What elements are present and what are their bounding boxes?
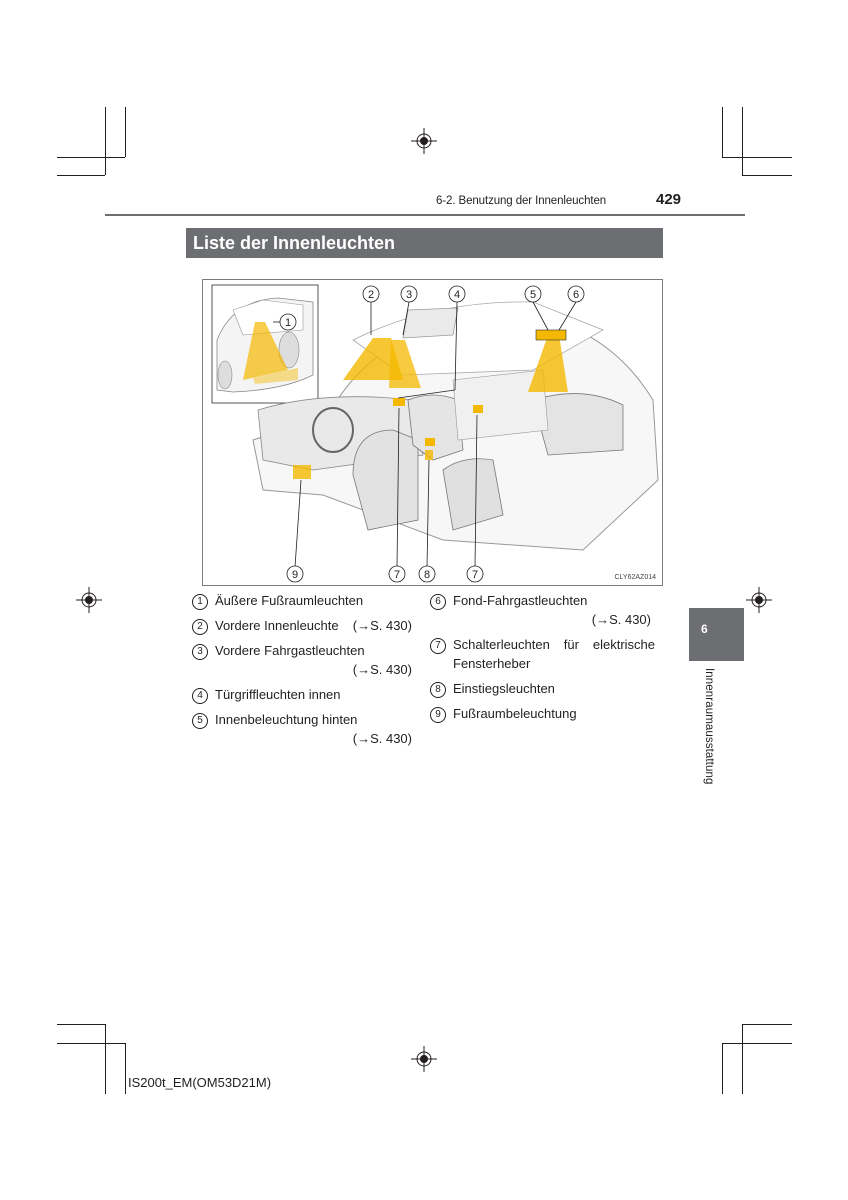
registration-mark-icon [76,587,102,613]
step-lamp [425,450,433,460]
crop-mark [125,107,126,157]
legend-number: 9 [430,707,446,723]
legend-label: Äußere Fußraumleuchten [215,593,364,608]
legend-number: 5 [192,713,208,729]
crop-mark [742,107,743,175]
crop-mark [125,1043,126,1094]
legend-label: Fensterheber [453,656,531,671]
callout-label: 7 [393,569,401,581]
legend-label: Türgriffleuchten innen [215,687,341,702]
footwell-lamp [293,465,311,479]
crop-mark [742,1024,743,1094]
chapter-title: Innenraumausstattung [703,668,715,785]
legend-number: 4 [192,688,208,704]
crop-mark [57,1043,125,1044]
chapter-tab[interactable] [689,608,744,661]
legend-number: 1 [192,594,208,610]
crop-mark [57,1024,105,1025]
callout-label: 1 [284,317,292,329]
callout-label: 9 [291,569,299,581]
page-reference[interactable]: (→S. 430) [352,731,412,746]
legend-label: Einstiegsleuchten [453,681,555,696]
crop-mark [742,175,792,176]
legend-label: Innenbeleuchtung hinten [215,712,358,727]
figure-code: CLY62AZ014 [614,574,656,581]
driver-seat [353,430,418,530]
callout-label: 7 [471,569,479,581]
legend-number: 6 [430,594,446,610]
crop-mark [57,157,125,158]
page-reference[interactable]: (→S. 430) [352,618,412,633]
crop-mark [722,1043,723,1094]
legend-label: Fußraumbeleuchtung [453,706,577,721]
legend-label: Vordere Fahrgastleuchten [215,643,365,658]
header-rule [105,214,745,216]
crop-mark [742,1024,792,1025]
door-handle-lamp [473,405,483,413]
callout-label: 8 [423,569,431,581]
document-code: IS200t_EM(OM53D21M) [128,1075,272,1090]
callout-label: 4 [453,289,461,301]
crop-mark [722,107,723,157]
crop-mark [722,157,792,158]
page-reference[interactable]: (→S. 430) [352,662,412,677]
interior-lights-figure [202,279,663,586]
sunroof [403,308,458,338]
section-title: Liste der Innenleuchten [186,228,663,258]
inset-wheel [218,361,232,389]
registration-mark-icon [746,587,772,613]
rear-lamp [536,330,566,340]
crop-mark [105,107,106,175]
crop-mark [57,175,105,176]
running-header: 6-2. Benutzung der Innenleuchten [436,195,607,207]
legend-number: 3 [192,644,208,660]
legend-number: 7 [430,638,446,654]
legend-label: Vordere Innenleuchte [215,618,339,633]
page-reference[interactable]: (→S. 430) [591,612,651,627]
registration-mark-icon [411,128,437,154]
crop-mark [105,1024,106,1094]
chapter-number: 6 [701,622,708,636]
callout-label: 5 [529,289,537,301]
callout-label: 2 [367,289,375,301]
crop-mark [722,1043,792,1044]
legend-label: Schalterleuchten für elektrische [453,637,655,652]
callout-label: 3 [405,289,413,301]
legend-number: 2 [192,619,208,635]
registration-mark-icon [411,1046,437,1072]
window-switch-lamp [425,438,435,446]
callout-label: 6 [572,289,580,301]
page-number: 429 [656,191,682,208]
car-interior-illustration [203,280,664,587]
legend-number: 8 [430,682,446,698]
legend-label: Fond-Fahrgastleuchten [453,593,588,608]
door-handle-lamp [393,398,405,406]
